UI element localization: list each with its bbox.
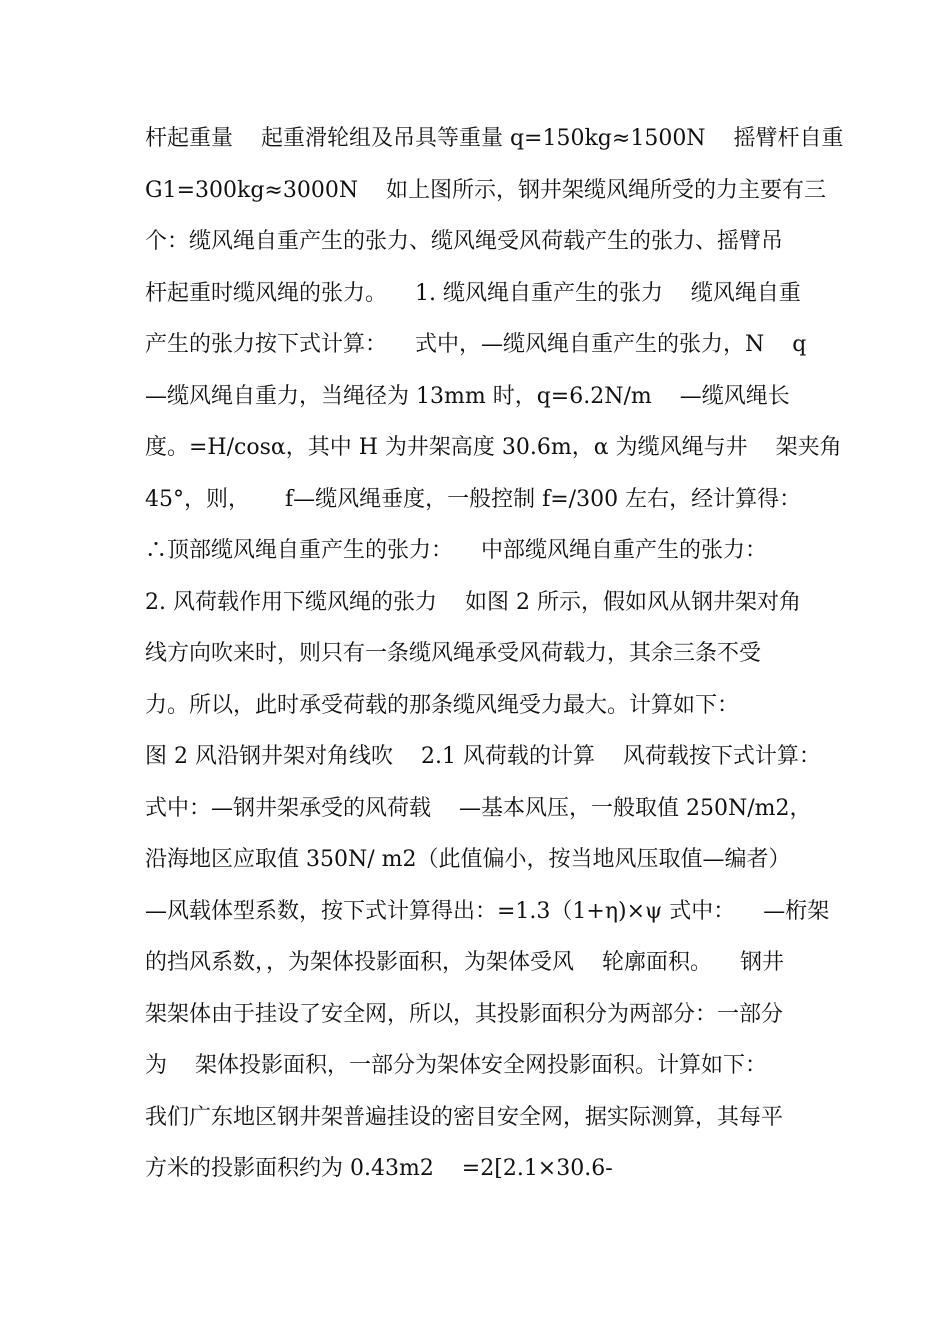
text-line: 沿海地区应取值 350N/ m2（此值偏小，按当地风压取值—编者）: [145, 847, 791, 872]
text-line: 方米的投影面积约为 0.43m2 =2[2.1×30.6-: [145, 1156, 613, 1181]
text-line: 杆起重量 起重滑轮组及吊具等重量 q=150kg≈1500N 摇臂杆自重: [145, 126, 844, 151]
text-line: 产生的张力按下式计算： 式中，—缆风绳自重产生的张力，N q: [145, 332, 807, 357]
text-line: 力。所以，此时承受荷载的那条缆风绳受力最大。计算如下：: [145, 692, 740, 718]
text-line: 图 2 风沿钢井架对角线吹 2.1 风荷载的计算 风荷载按下式计算：: [145, 744, 821, 769]
text-line: 线方向吹来时，则只有一条缆风绳承受风荷载力，其余三条不受: [145, 641, 762, 666]
text-line: 杆起重时缆风绳的张力。 1. 缆风绳自重产生的张力 缆风绳自重: [145, 280, 801, 306]
text-line: ∴顶部缆风绳自重产生的张力： 中部缆风绳自重产生的张力：: [145, 538, 767, 563]
text-line: 45°，则， f—缆风绳垂度，一般控制 f=/300 左右，经计算得：: [145, 486, 802, 512]
text-line: 度。=H/cosα，其中 H 为井架高度 30.6m，α 为缆风绳与井 架夹角: [145, 435, 842, 460]
text-line: G1=300kg≈3000N 如上图所示，钢井架缆风绳所受的力主要有三: [145, 177, 827, 203]
text-line: 我们广东地区钢井架普遍挂设的密目安全网，据实际测算，其每平: [145, 1104, 784, 1130]
text-line: 2. 风荷载作用下缆风绳的张力 如图 2 所示，假如风从钢井架对角: [145, 589, 801, 615]
body-text: [145, 113, 844, 1195]
text-line: 式中：—钢井架承受的风荷载 —基本风压，一般取值 250N/m2，: [145, 795, 812, 821]
text-line: 个：缆风绳自重产生的张力、缆风绳受风荷载产生的张力、摇臂吊: [145, 229, 784, 254]
text-line: 为 架体投影面积，一部分为架体安全网投影面积。计算如下：: [145, 1053, 767, 1078]
text-line: 的挡风系数，，为架体投影面积，为架体受风 轮廓面积。 钢井: [145, 950, 784, 975]
text-line: —缆风绳自重力，当绳径为 13mm 时，q=6.2N/m —缆风绳长: [145, 383, 790, 409]
text-line: —风载体型系数，按下式计算得出：=1.3（1+η)×ψ 式中： —桁架: [145, 898, 830, 924]
text-line: 架架体由于挂设了安全网，所以，其投影面积分为两部分：一部分: [145, 1001, 784, 1027]
